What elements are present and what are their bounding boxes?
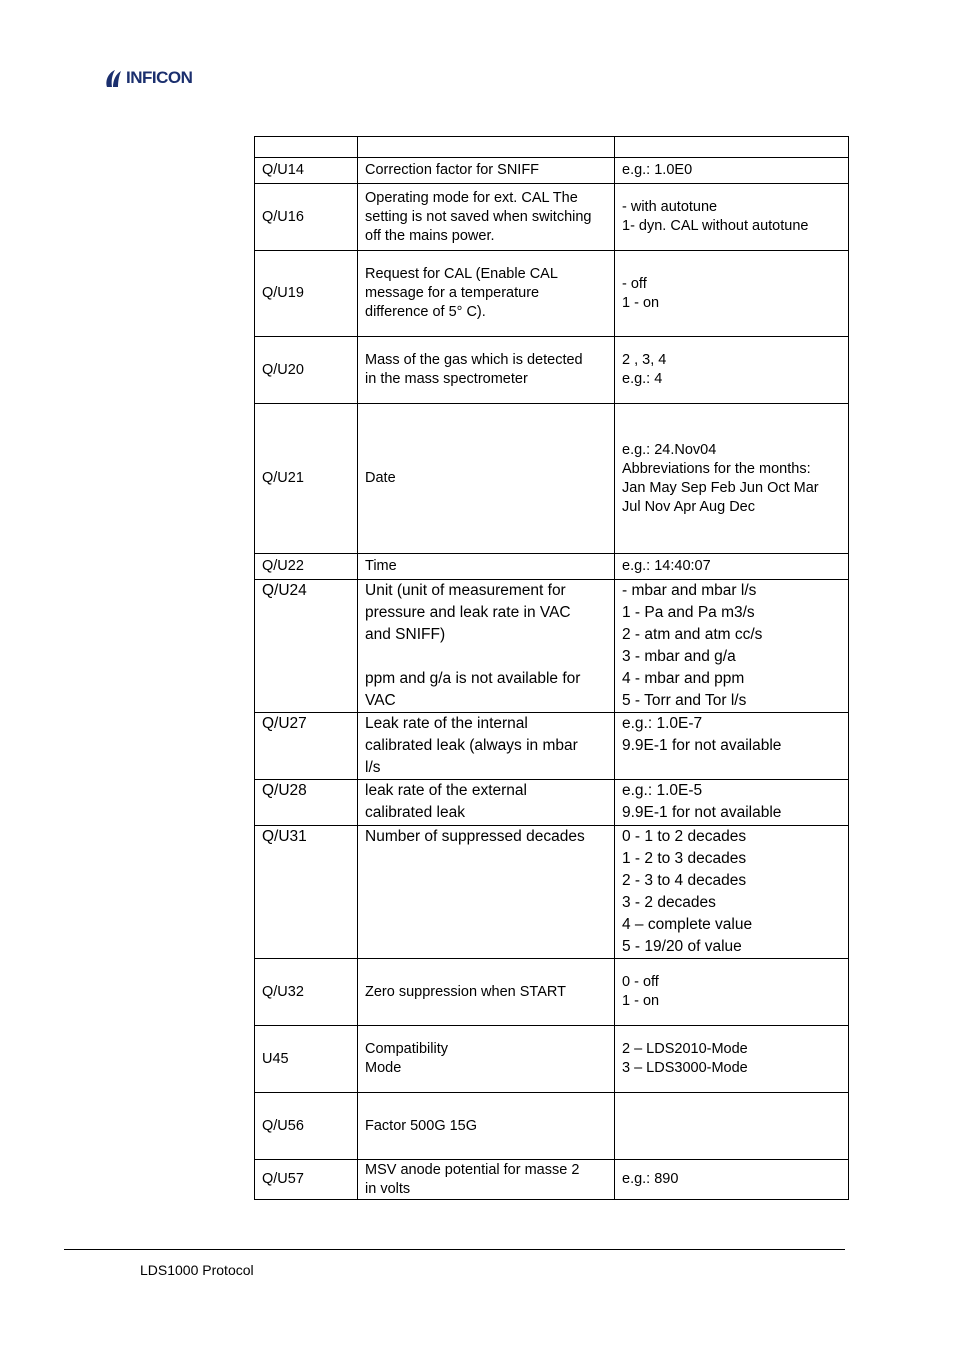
table-row xyxy=(255,251,849,337)
param-code xyxy=(255,251,358,337)
param-values xyxy=(615,780,849,826)
logo-text: INFICON xyxy=(126,68,193,87)
table-row xyxy=(255,580,849,713)
table-row xyxy=(255,780,849,826)
param-code xyxy=(255,1026,358,1093)
param-values-line: 4 - mbar and ppm xyxy=(622,670,745,687)
param-code-text: Q/U24 xyxy=(262,582,307,599)
param-description xyxy=(358,826,615,959)
param-values-line: 0 - 1 to 2 decades xyxy=(622,828,747,845)
param-values-line: 2 - atm and atm cc/s xyxy=(622,626,763,643)
param-description xyxy=(358,780,615,826)
param-code-text: Q/U57 xyxy=(262,1171,304,1187)
param-description xyxy=(358,1093,615,1160)
param-code-text: Q/U32 xyxy=(262,983,304,1000)
footer-rule xyxy=(64,1249,845,1250)
param-values-line: e.g.: 1.0E-7 xyxy=(622,715,703,732)
table-row xyxy=(255,959,849,1026)
param-description-line: MSV anode potential for masse 2 xyxy=(365,1161,580,1178)
param-values-line: 2 - 3 to 4 decades xyxy=(622,872,747,889)
param-code xyxy=(255,826,358,959)
param-description-line: Unit (unit of measurement for xyxy=(365,582,566,599)
param-description-line: Mass of the gas which is detected xyxy=(365,352,583,368)
param-description-line: difference of 5° C). xyxy=(365,304,486,320)
header-cell xyxy=(615,137,849,158)
param-description-line: message for a temperature xyxy=(365,285,540,301)
param-description-line: in the mass spectrometer xyxy=(365,371,528,387)
param-values-line: 2 , 3, 4 xyxy=(622,352,667,368)
param-values-line: 2 – LDS2010-Mode xyxy=(622,1041,748,1057)
param-values-line: 3 - 2 decades xyxy=(622,894,716,911)
param-code-text: Q/U22 xyxy=(262,558,304,574)
param-code-text: Q/U20 xyxy=(262,361,304,378)
table-row xyxy=(255,554,849,580)
param-values-line: e.g.: 4 xyxy=(622,371,663,387)
param-values-line: 3 – LDS3000-Mode xyxy=(622,1060,748,1076)
param-description-line: leak rate of the external xyxy=(365,782,527,799)
param-description xyxy=(358,158,615,184)
param-values-line: e.g.: 14:40:07 xyxy=(622,558,711,574)
param-values-line: Abbreviations for the months: xyxy=(622,460,811,477)
param-description-line: Mode xyxy=(365,1060,402,1076)
param-description xyxy=(358,251,615,337)
param-values xyxy=(615,959,849,1026)
param-code-text: Q/U19 xyxy=(262,285,304,301)
param-values-line: 0 - off xyxy=(622,974,659,990)
parameter-table xyxy=(254,136,849,1200)
param-values-line: e.g.: 1.0E0 xyxy=(622,162,693,178)
param-code-text: Q/U14 xyxy=(262,162,304,178)
param-values xyxy=(615,158,849,184)
param-values-line: 1 - on xyxy=(622,294,660,311)
param-description-line: Compatibility xyxy=(365,1041,448,1057)
param-values xyxy=(615,1026,849,1093)
param-values-line: 9.9E-1 for not available xyxy=(622,737,782,754)
param-description xyxy=(358,959,615,1026)
param-values xyxy=(615,184,849,251)
param-description-line: Time xyxy=(365,558,397,574)
param-description-line: off the mains power. xyxy=(365,227,495,244)
param-code-text: Q/U16 xyxy=(262,208,304,225)
param-description xyxy=(358,1026,615,1093)
param-description-line: Factor 500G 15G xyxy=(365,1117,478,1134)
param-values-line: - with autotune xyxy=(622,199,718,215)
param-values-line: 5 - 19/20 of value xyxy=(622,938,742,955)
param-values-line: Jul Nov Apr Aug Dec xyxy=(622,498,755,515)
param-description-line: VAC xyxy=(365,692,396,709)
param-values-line: e.g.: 1.0E-5 xyxy=(622,782,703,799)
param-code xyxy=(255,959,358,1026)
param-code xyxy=(255,337,358,404)
param-code xyxy=(255,1093,358,1160)
table-row xyxy=(255,826,849,959)
param-values-line: e.g.: 24.Nov04 xyxy=(622,441,717,458)
param-values xyxy=(615,826,849,959)
param-description-line: pressure and leak rate in VAC xyxy=(365,604,571,621)
param-code-text: U45 xyxy=(262,1050,289,1067)
param-values-line: 9.9E-1 for not available xyxy=(622,804,782,821)
table-row xyxy=(255,184,849,251)
param-code-text: Q/U21 xyxy=(262,470,304,486)
param-values xyxy=(615,1093,849,1160)
param-values xyxy=(615,1160,849,1200)
footer-title: LDS1000 Protocol xyxy=(140,1262,254,1278)
param-values-line: 4 – complete value xyxy=(622,916,753,933)
param-description-line xyxy=(365,646,608,668)
param-description-line: ppm and g/a is not available for xyxy=(365,670,581,687)
param-code xyxy=(255,1160,358,1200)
param-values xyxy=(615,713,849,780)
table-row xyxy=(255,404,849,554)
param-description-line: Leak rate of the internal xyxy=(365,715,528,732)
param-description xyxy=(358,337,615,404)
param-description-line: Correction factor for SNIFF xyxy=(365,162,540,178)
param-code xyxy=(255,404,358,554)
inficon-logo xyxy=(104,66,192,90)
param-description xyxy=(358,580,615,713)
param-description-line: Number of suppressed decades xyxy=(365,828,585,845)
param-description-line: Request for CAL (Enable CAL xyxy=(365,266,558,282)
param-code xyxy=(255,713,358,780)
param-values-line: 1 - Pa and Pa m3/s xyxy=(622,604,755,621)
param-values xyxy=(615,580,849,713)
param-values-line: 1 - on xyxy=(622,993,660,1009)
param-values-line: - mbar and mbar l/s xyxy=(622,582,757,599)
param-description-line: setting is not saved when switching xyxy=(365,208,592,225)
table-row xyxy=(255,1026,849,1093)
param-code-text: Q/U27 xyxy=(262,715,307,732)
param-code-text: Q/U31 xyxy=(262,828,307,845)
param-values-line: 1 - 2 to 3 decades xyxy=(622,850,747,867)
param-description-line: Operating mode for ext. CAL The xyxy=(365,189,578,206)
param-code-text: Q/U56 xyxy=(262,1117,304,1134)
param-values-line: 1- dyn. CAL without autotune xyxy=(622,218,809,234)
param-code xyxy=(255,554,358,580)
param-values xyxy=(615,404,849,554)
table-row xyxy=(255,337,849,404)
param-description-line: calibrated leak (always in mbar xyxy=(365,737,578,754)
param-description xyxy=(358,554,615,580)
inficon-logo-icon xyxy=(104,67,124,89)
param-values-line: Jan May Sep Feb Jun Oct Mar xyxy=(622,479,819,496)
header-cell xyxy=(255,137,358,158)
header-cell xyxy=(358,137,615,158)
param-description-line: and SNIFF) xyxy=(365,626,446,643)
param-values-line: 5 - Torr and Tor l/s xyxy=(622,692,747,709)
param-code-text: Q/U28 xyxy=(262,782,307,799)
param-description xyxy=(358,713,615,780)
param-values xyxy=(615,251,849,337)
param-values-line: e.g.: 890 xyxy=(622,1171,679,1187)
param-description xyxy=(358,184,615,251)
param-description xyxy=(358,1160,615,1200)
param-description-line: Date xyxy=(365,470,396,486)
table-row xyxy=(255,713,849,780)
table-row xyxy=(255,1093,849,1160)
param-values-line: 3 - mbar and g/a xyxy=(622,648,736,665)
param-description-line: calibrated leak xyxy=(365,804,465,821)
table-row xyxy=(255,158,849,184)
table-row xyxy=(255,1160,849,1200)
param-values-line: - off xyxy=(622,275,647,292)
param-description-line: Zero suppression when START xyxy=(365,983,566,1000)
param-description-line: l/s xyxy=(365,759,381,776)
param-description xyxy=(358,404,615,554)
param-code xyxy=(255,158,358,184)
param-code xyxy=(255,580,358,713)
table-header-row xyxy=(255,137,849,158)
param-description-line: in volts xyxy=(365,1180,411,1197)
param-values xyxy=(615,554,849,580)
param-code xyxy=(255,184,358,251)
param-code xyxy=(255,780,358,826)
param-values xyxy=(615,337,849,404)
